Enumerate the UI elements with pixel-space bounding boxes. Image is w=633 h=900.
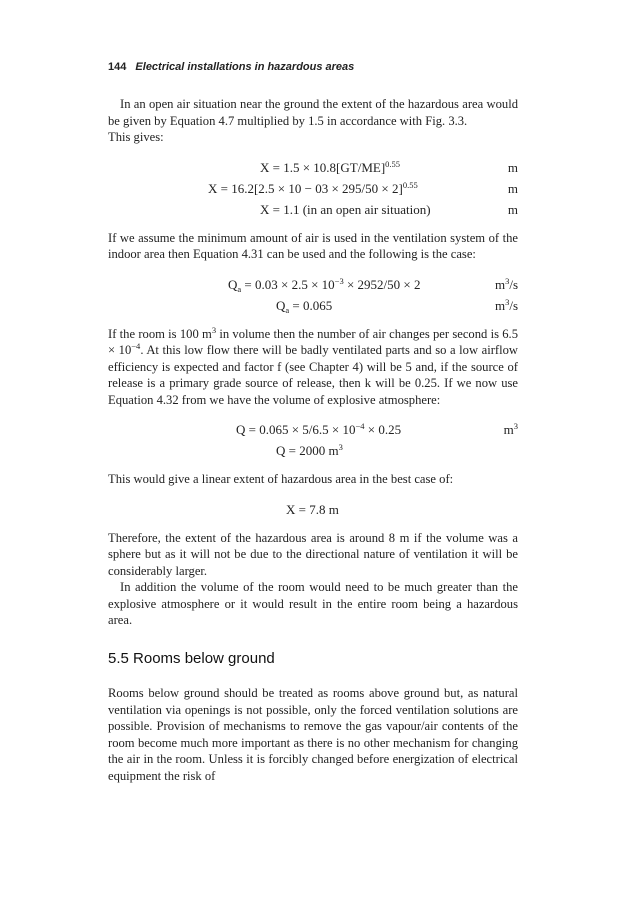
equation-unit: m [507,201,518,217]
equation-expression: $Q = 0.065 \times 5/6.5 \times 10^{-4} \times 0.25$ [236,421,402,437]
therefore-paragraph: Therefore, the extent of the hazardous area is around 8 m if the volume was a sphere but as it will not be due to the directional nature of ventilation it will be considerably larger. [108,530,518,578]
running-title: Electrical installations in hazardous areas [135,61,355,73]
open-air-equations [108,157,518,220]
linear-equation-block [108,499,518,520]
page-number: 144 [108,61,127,73]
equation-expression: $X = 16.2[2.5 \times 10 - 03 \times 295/50 \times 2]^{0.55}$ [208,179,418,196]
equation-unit: m [507,180,518,196]
equation-row [108,274,518,295]
airflow-equations [108,274,518,316]
equation-row [108,419,518,440]
equation-expression: $Q_a = 0.03 \times 2.5 \times 10^{-3} \times 2952/50 \times 2$ [228,275,421,294]
equation-expression: $X = 1.5 \times 10.8[GT/ME]^{0.55}$ [260,158,401,175]
section-paragraph: Rooms below ground should be treated as rooms above ground but, as natural ventilation via openings is not possible, only the forced ventilation solutions are possible. Provision of mechanisms to remove the gas vapour/air contents of the room become much more important as there is no other mechanism for changing the air in the room. Unless it is forcibly changed before energization of electrical equipment the risk of [108,686,518,783]
intro-paragraph: In an open air situation near the ground the extent of the hazardous area would be given by Equation 4.7 multiplied by 1.5 in accordance with Fig. 3.3. [108,97,518,128]
equation-row [108,199,518,220]
equation-unit: $m^3$ [503,421,518,437]
equation-row [108,499,518,520]
equation-expression: Q = 2000 $m^3$ [276,442,343,458]
linear-paragraph: This would give a linear extent of hazardous area in the best case of: [108,472,454,486]
room-paragraph: If the room is 100 $m^3$ in volume then the number of air changes per second is $6.5 \times 10^{-4}$. At this low flow there will be badly ventilated parts and so a low airflow efficiency is expected and factor f (see Chapter 4) will be 5 and, if the source of release is a primary grade source of release, then k will be 0.25. If we now use Equation 4.32 from we have the volume of explosive atmosphere: [108,324,519,407]
equation-row [108,178,518,199]
body-text [108,96,518,784]
equation-unit: $m^3/s$ [494,296,518,313]
equation-unit: $m^3/s$ [494,275,518,292]
section-heading: 5.5 Rooms below ground [108,649,275,667]
equation-expression: X = 7.8 m [286,501,339,517]
equation-expression: $Q_a = 0.065$ [276,297,333,315]
volume-equations [108,419,518,461]
equation-row [108,157,518,178]
equation-expression: X = 1.1 (in an open air situation) [260,201,431,217]
addition-paragraph: In addition the volume of the room would need to be much greater than the explosive atmosphere or it would result in the entire room being a hazardous area. [108,580,518,627]
equation-unit: m [507,159,518,175]
equation-row [108,295,518,316]
running-head [108,61,354,73]
ventilation-paragraph: If we assume the minimum amount of air is used in the ventilation system of the indoor area then Equation 4.31 can be used and the following is the case: [108,230,518,261]
this-gives-line: This gives: [108,130,164,144]
equation-row [108,440,518,461]
